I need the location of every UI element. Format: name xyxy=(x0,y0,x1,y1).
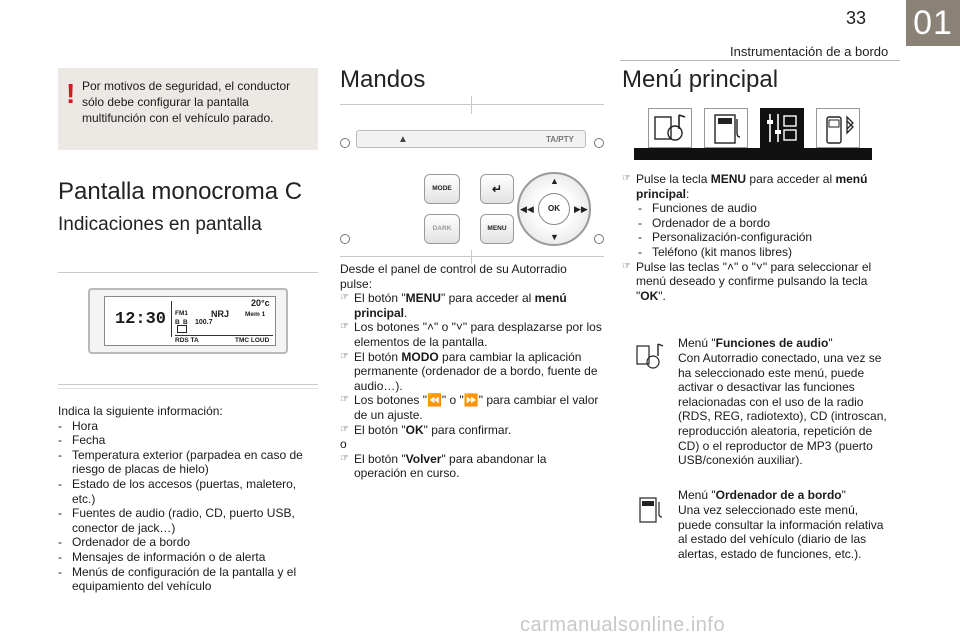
chapter-rule xyxy=(620,60,900,61)
display-temperature: 20°c xyxy=(251,298,270,308)
menu-strip-bar xyxy=(634,148,872,160)
trip-computer-description: Una vez seleccionado este menú, puede consultar la información relativa al estado del vehículo (diario de las alertas, estado de funciones, etc.). xyxy=(678,503,884,561)
bullet-icon: ☞ xyxy=(340,423,349,435)
display-time: 12:30 xyxy=(115,310,167,329)
list-item xyxy=(340,452,602,481)
up-arrow-icon[interactable]: ▲ xyxy=(550,176,559,186)
section-title-controls: Mandos xyxy=(340,66,426,93)
safety-warning-box xyxy=(58,68,318,150)
display-fm: FM1 xyxy=(175,310,188,317)
display-bar xyxy=(175,335,273,336)
list-item xyxy=(340,423,602,438)
divider xyxy=(340,256,604,257)
text: El botón " xyxy=(354,291,406,306)
divider xyxy=(58,272,318,273)
display-b1: B xyxy=(175,319,180,326)
divider xyxy=(58,384,318,385)
or-text: o xyxy=(340,437,347,452)
display-memory: Mem 1 xyxy=(245,311,266,318)
section-title-main-menu: Menú principal xyxy=(622,66,779,93)
list-item xyxy=(340,291,602,320)
fast-forward-icon[interactable]: ▶▶ xyxy=(574,204,588,214)
list-item: - Ordenador de a bordo xyxy=(58,535,320,550)
car-door-icon xyxy=(177,325,187,333)
term-main-menu: menú principal xyxy=(636,172,868,201)
controls-intro: Desde el panel de control de su Autorradio pulse: xyxy=(340,262,567,291)
menu-button[interactable]: MENU xyxy=(480,214,514,244)
subsection-title-indications: Indicaciones en pantalla xyxy=(58,214,262,235)
text: : xyxy=(686,186,690,201)
chapter-tab: 01 xyxy=(906,0,960,46)
menu-trip-computer-icon xyxy=(704,108,748,148)
display-tmc: TMC LOUD xyxy=(235,337,270,344)
text: " xyxy=(828,336,833,350)
list-item: - Hora xyxy=(58,419,320,434)
menu-telephone-icon xyxy=(816,108,860,148)
list-item: - Funciones de audio xyxy=(622,201,884,216)
menu-personalisation-icon xyxy=(760,108,804,148)
controls-instructions xyxy=(340,262,602,481)
menu-audio-functions-icon xyxy=(648,108,692,148)
panel-knob xyxy=(340,138,350,148)
back-button[interactable] xyxy=(480,174,514,204)
term-main-menu: menú principal xyxy=(354,291,567,320)
text: " xyxy=(841,488,846,502)
dark-button[interactable]: DARK xyxy=(424,214,460,244)
text: Los botones "˄" o "˅" para desplazarse por los elementos de la pantalla. xyxy=(354,320,602,349)
divider xyxy=(340,104,604,105)
panel-knob xyxy=(340,234,350,244)
panel-knob xyxy=(594,234,604,244)
list-item: - Personalización-configuración xyxy=(622,230,884,245)
text: " para confirmar. xyxy=(423,422,512,437)
list-item: - Menús de configuración de la pantalla y el equipamiento del vehículo xyxy=(58,565,320,594)
list-intro: Indica la siguiente información: xyxy=(58,404,223,418)
back-icon: ↵ xyxy=(491,182,503,196)
list-item xyxy=(622,172,884,201)
divider xyxy=(58,388,318,389)
text: Menú " xyxy=(678,336,716,350)
list-item xyxy=(340,350,602,394)
bullet-icon: ☞ xyxy=(622,260,631,272)
list-item: - Ordenador de a bordo xyxy=(622,216,884,231)
ok-button[interactable]: OK xyxy=(538,193,570,225)
down-arrow-icon[interactable]: ▼ xyxy=(550,232,559,242)
audio-functions-description: Con Autorradio conectado, una vez se ha seleccionado este menú, puede activar o desactivar las funciones relacionadas con el uso de la radio (RDS, REG, radiotexto), CD (introscan, reproducción aleatoria, repetición de CD) o el reproductor de MP3 (puerto USB/conexión auxiliar). xyxy=(678,351,887,468)
list-item: - Fuentes de audio (radio, CD, puerto USB, conector de jack…) xyxy=(58,506,320,535)
key-menu: MENU xyxy=(710,172,747,186)
text: para cambiar la aplicación permanente (ordenador de a bordo, fuente de audio…). xyxy=(354,349,598,393)
display-station: NRJ xyxy=(211,309,230,319)
display-screen xyxy=(104,296,276,346)
text: El botón xyxy=(354,349,402,364)
list-item xyxy=(622,260,884,304)
text: para acceder al xyxy=(746,172,836,186)
panel-knob xyxy=(594,138,604,148)
key-ok: OK xyxy=(640,288,659,303)
page-number: 33 xyxy=(846,8,867,28)
divider xyxy=(471,96,472,114)
text: " para acceder al xyxy=(440,291,535,306)
rewind-icon[interactable]: ◀◀ xyxy=(520,204,534,214)
audio-functions-title: Funciones de audio xyxy=(715,336,829,350)
key-mode: MODO xyxy=(401,349,439,364)
bullet-icon: ☞ xyxy=(340,452,349,464)
trip-computer-title: Ordenador de a bordo xyxy=(715,488,842,502)
ta-pty-button[interactable]: TA/PTY xyxy=(546,135,574,144)
text: Pulse la tecla xyxy=(636,172,711,186)
display-b2: B xyxy=(183,319,188,326)
list-item: - Teléfono (kit manos libres) xyxy=(622,245,884,260)
display-indications-list xyxy=(58,404,320,594)
trip-computer-heading xyxy=(678,488,846,503)
audio-functions-icon xyxy=(634,340,668,374)
key-back: Volver xyxy=(405,451,442,466)
warning-text: Por motivos de seguridad, el conductor sólo debe configurar la pantalla multifunción con el vehículo parado. xyxy=(82,79,291,125)
key-menu: MENU xyxy=(405,291,441,306)
display-rds: RDS TA xyxy=(175,337,199,344)
section-title-display: Pantalla monocroma C xyxy=(58,178,303,205)
watermark-footer: carmanualsonline.info xyxy=(520,614,726,636)
list-item xyxy=(340,320,602,349)
text: ". xyxy=(658,288,666,303)
text: Pulse las teclas "˄" o "˅" para seleccionar el menú deseado y confirme pulsando la tecla " xyxy=(636,259,872,303)
bullet-icon: ☞ xyxy=(340,350,349,362)
mode-button[interactable]: MODE xyxy=(424,174,460,204)
list-item xyxy=(340,393,602,422)
bullet-icon: ☞ xyxy=(340,321,349,333)
text: " para abandonar la operación en curso. xyxy=(354,451,547,481)
text: El botón " xyxy=(354,422,406,437)
eject-icon: ▲ xyxy=(398,134,408,145)
text: Menú " xyxy=(678,488,716,502)
list-item: - Mensajes de información o de alerta xyxy=(58,550,320,565)
bullet-icon: ☞ xyxy=(340,292,349,304)
main-menu-instructions xyxy=(622,172,884,303)
text: El botón " xyxy=(354,451,406,466)
list-item: - Fecha xyxy=(58,433,320,448)
text: . xyxy=(404,305,408,320)
bullet-icon: ☞ xyxy=(622,173,631,184)
key-ok: OK xyxy=(405,422,424,437)
display-separator xyxy=(171,301,172,337)
warning-icon: ! xyxy=(66,78,76,109)
chapter-title: Instrumentación de a bordo xyxy=(730,44,889,59)
bullet-icon: ☞ xyxy=(340,394,349,406)
audio-functions-heading xyxy=(678,336,833,351)
list-item: - Estado de los accesos (puertas, maletero, etc.) xyxy=(58,477,320,506)
trip-computer-icon xyxy=(634,494,668,528)
list-item: - Temperatura exterior (parpadea en caso de riesgo de placas de hielo) xyxy=(58,448,320,477)
display-frequency: 100.7 xyxy=(195,319,213,326)
text: Los botones "⏪" o "⏩" para cambiar el valor de un ajuste. xyxy=(354,393,599,422)
